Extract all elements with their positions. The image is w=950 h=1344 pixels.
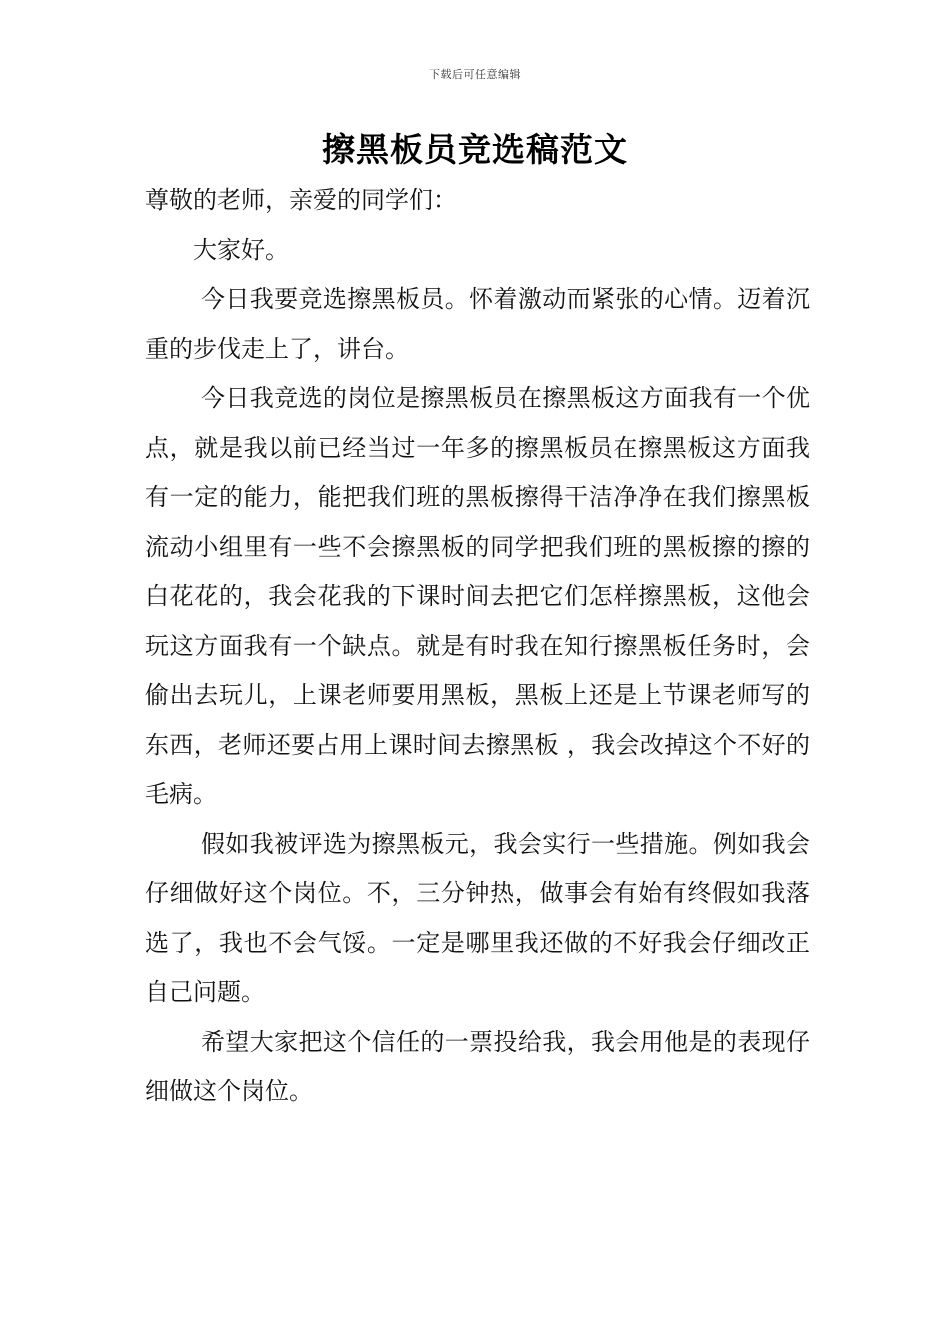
header-note: 下载后可任意编辑 xyxy=(429,68,521,81)
paragraph-4: 希望大家把这个信任的一票投给我，我会用他是的表现仔细做这个岗位。 xyxy=(145,1027,810,1105)
paragraph-2: 今日我竞选的岗位是擦黑板员在擦黑板这方面我有一个优点，就是我以前已经当过一年多的擦黑板员在擦黑板这方面我有一定的能力，能把我们班的黑板擦得干洁净净在我们擦黑板流动小组里有一些不会擦黑板的同学把我们班的黑板擦的擦的白花花的，我会花我的下课时间去把它们怎样擦黑板，这他会玩这方面我有一个缺点。就是有时我在知行擦黑板任务时，会偷出去玩儿，上课老师要用黑板，黑板上还是上节课老师写的东西，老师还要占用上课时间去擦黑板 ，我会改掉这个不好的毛病。 xyxy=(145,384,810,808)
greeting: 大家好。 xyxy=(193,235,289,264)
paragraph-3: 假如我被评选为擦黑板元，我会实行一些措施。例如我会仔细做好这个岗位。不，三分钟热，做事会有始有终假如我落选了，我也不会气馁。一定是哪里我还做的不好我会仔细改正自己问题。 xyxy=(145,829,810,1006)
paragraph-1: 今日我要竞选擦黑板员。怀着激动而紧张的心情。迈着沉重的步伐走上了，讲台。 xyxy=(145,285,810,363)
document-title: 擦黑板员竞选稿范文 xyxy=(322,130,628,169)
document-body xyxy=(145,176,810,1117)
salutation: 尊敬的老师，亲爱的同学们： xyxy=(145,186,457,214)
